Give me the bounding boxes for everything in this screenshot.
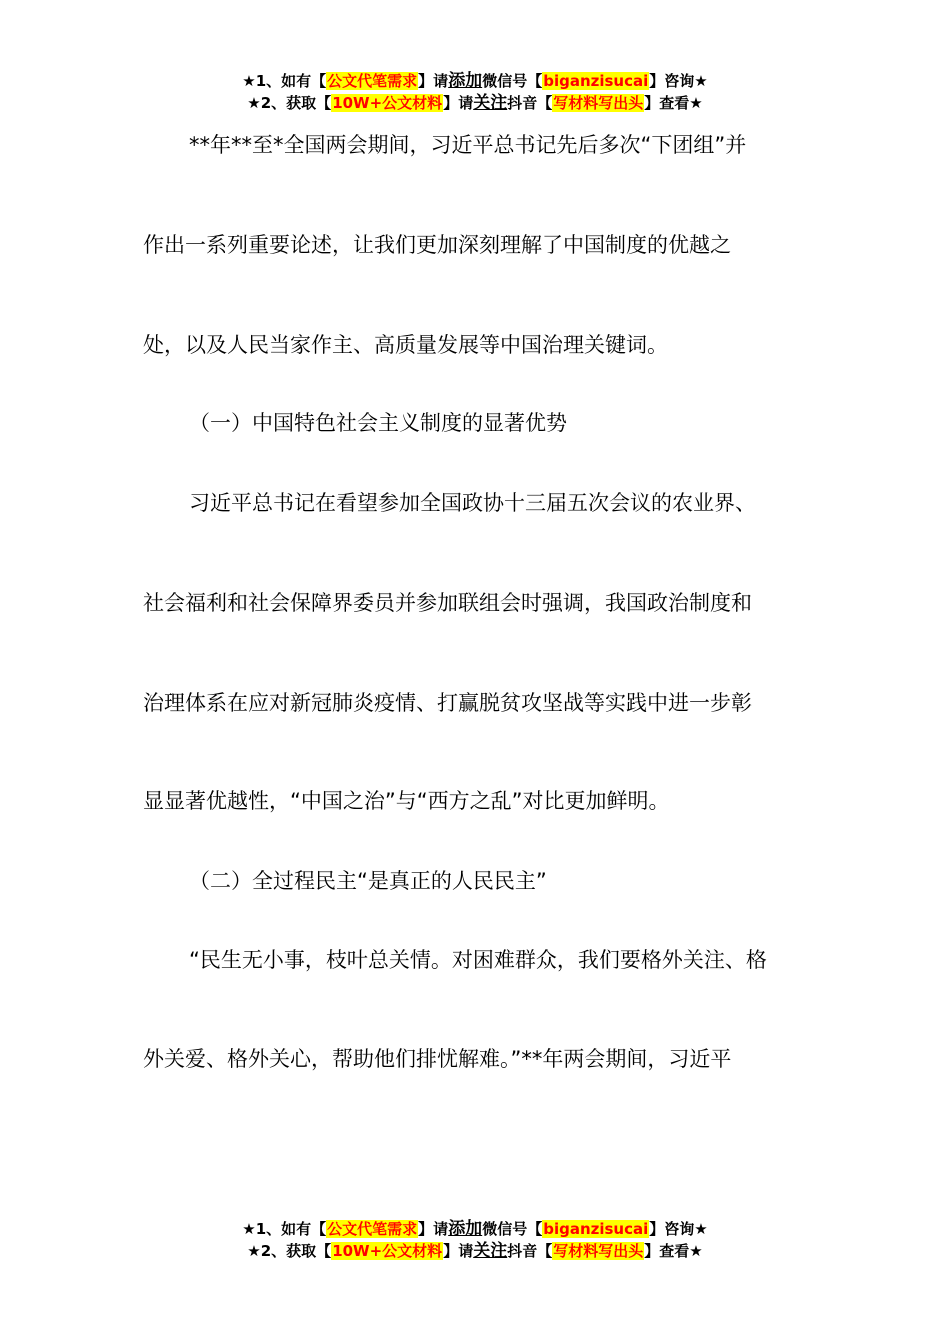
banner-line-1: ★1、如有【公文代笔需求】请添加微信号【biganzisucai】咨询★: [242, 71, 708, 91]
paragraph-line: 显显著优越性，“中国之治”与“西方之乱”对比更加鲜明。: [143, 789, 670, 813]
highlight-douyin-account: 写材料写出头: [553, 94, 644, 112]
highlight-materials: 10W+公文材料: [332, 94, 443, 112]
banner-line-2: ★2、获取【10W+公文材料】请关注抖音【写材料写出头】查看★: [247, 93, 703, 113]
paragraph-line: 习近平总书记在看望参加全国政协十三届五次会议的农业界、: [189, 491, 756, 515]
paragraph-line: 外关爱、格外关心，帮助他们排忧解难。”**年两会期间，习近平: [143, 1047, 732, 1071]
emphasis-follow: 关注: [473, 93, 508, 113]
highlight-service: 公文代笔需求: [327, 1220, 418, 1238]
highlight-wechat-id: biganzisucai: [543, 72, 649, 90]
emphasis-add: 添加: [448, 71, 483, 91]
highlight-service: 公文代笔需求: [327, 72, 418, 90]
emphasis-add: 添加: [448, 1219, 483, 1239]
banner-line-1: ★1、如有【公文代笔需求】请添加微信号【biganzisucai】咨询★: [242, 1219, 708, 1239]
section-heading-1: （一）中国特色社会主义制度的显著优势: [189, 411, 567, 435]
emphasis-follow: 关注: [473, 1241, 508, 1261]
paragraph-line: 作出一系列重要论述，让我们更加深刻理解了中国制度的优越之: [143, 233, 731, 257]
section-heading-2: （二）全过程民主“是真正的人民民主”: [189, 869, 547, 893]
paragraph-line: “民生无小事，枝叶总关情。对困难群众，我们要格外关注、格: [189, 948, 767, 972]
paragraph-line: 治理体系在应对新冠肺炎疫情、打赢脱贫攻坚战等实践中进一步彰: [143, 691, 752, 715]
paragraph-line: **年**至*全国两会期间，习近平总书记先后多次“下团组”并: [189, 133, 747, 157]
banner-line-2: ★2、获取【10W+公文材料】请关注抖音【写材料写出头】查看★: [247, 1241, 703, 1261]
paragraph-line: 处，以及人民当家作主、高质量发展等中国治理关键词。: [143, 333, 668, 357]
paragraph-line: 社会福利和社会保障界委员并参加联组会时强调，我国政治制度和: [143, 591, 752, 615]
footer-banner: [0, 1218, 950, 1262]
highlight-wechat-id: biganzisucai: [543, 1220, 649, 1238]
highlight-douyin-account: 写材料写出头: [553, 1242, 644, 1260]
header-banner: [0, 70, 950, 114]
highlight-materials: 10W+公文材料: [332, 1242, 443, 1260]
